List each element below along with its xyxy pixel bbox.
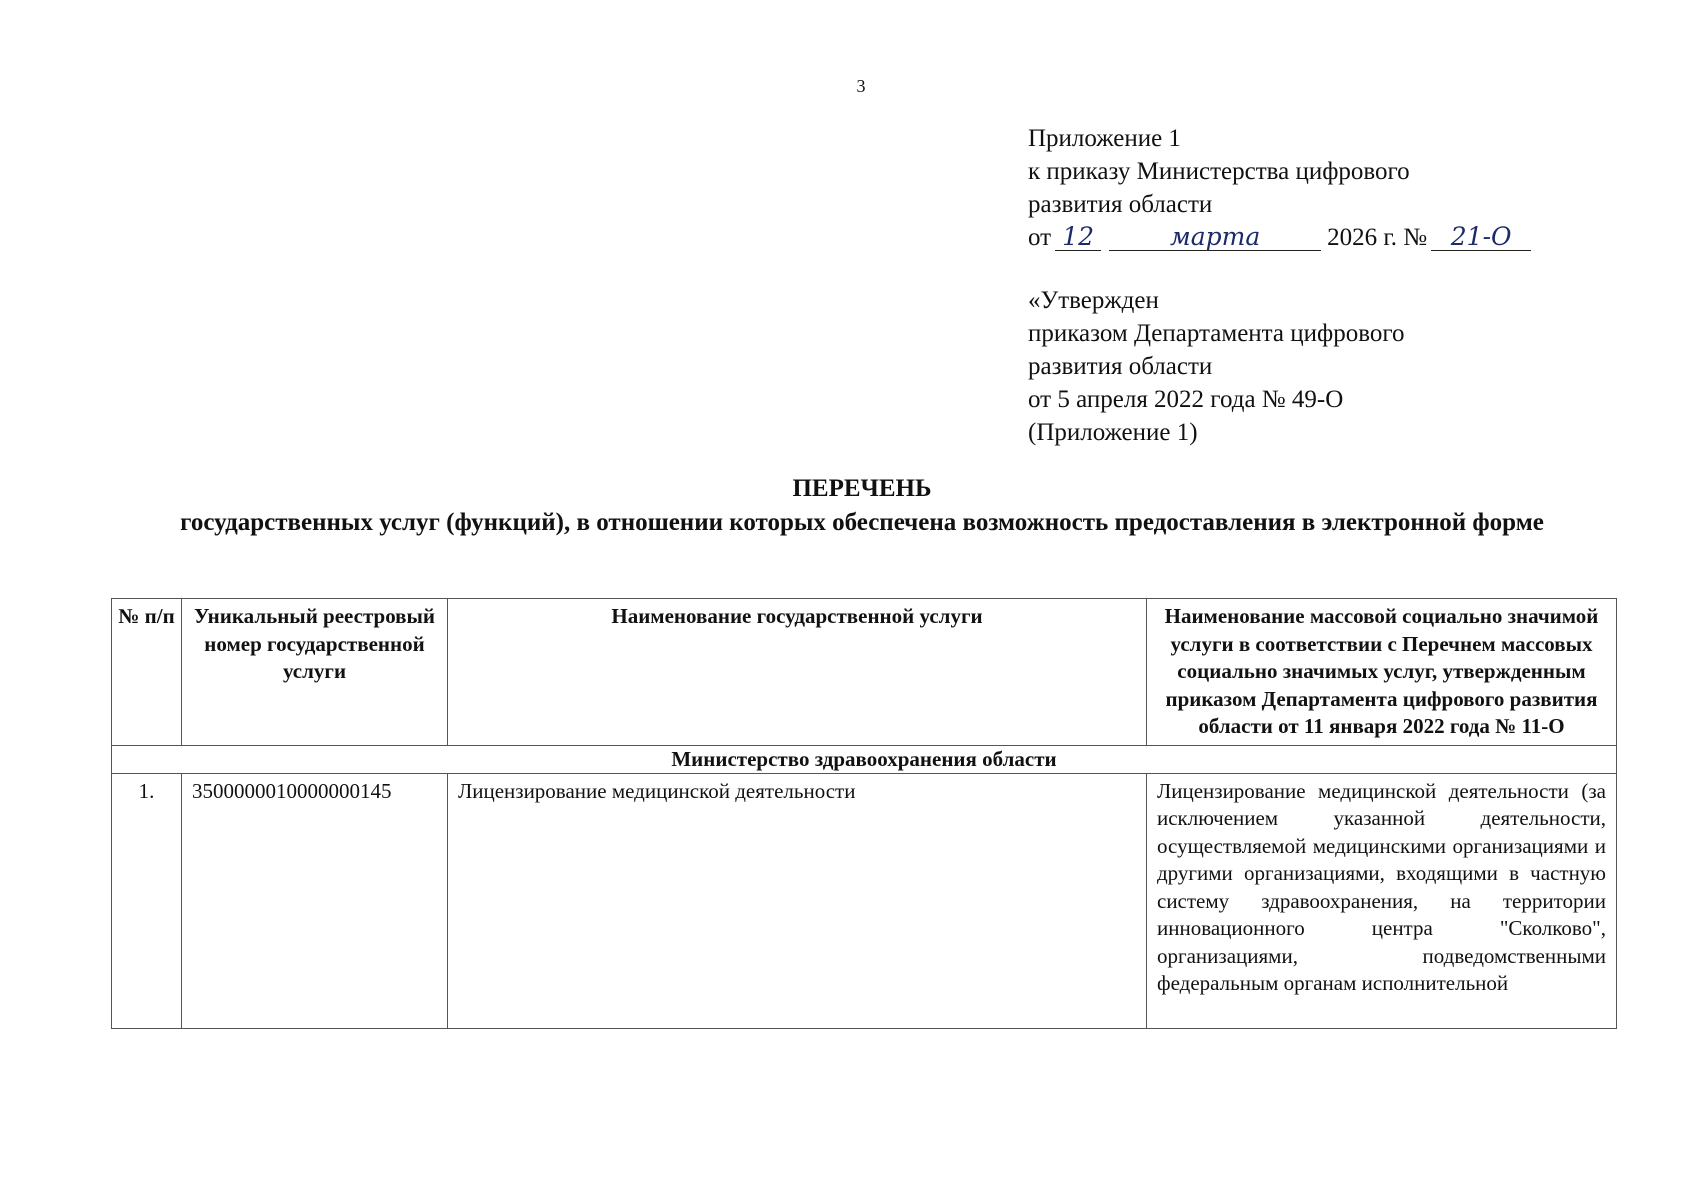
row-service-name: Лицензирование медицинской деятельности <box>448 773 1147 1028</box>
title-subtitle: государственных услуг (функций), в отношении которых обеспечена возможность предоставления в электронной форме <box>180 509 1544 536</box>
title-heading: ПЕРЕЧЕНЬ <box>792 475 932 502</box>
table-row <box>112 773 1617 1028</box>
table-header-row <box>112 599 1617 746</box>
appendix-date-line <box>1028 221 1668 254</box>
approved-block <box>1028 284 1668 449</box>
appendix-line: к приказу Министерства цифрового <box>1028 158 1410 185</box>
handwritten-month: марта <box>1109 224 1321 251</box>
header-mass-service-name: Наименование массовой социально значимой услуги в соответствии с Перечнем массовых социально значимых услуг, утвержденным приказом Департамента цифрового развития области от 11 января 2022 года № 11-О <box>1147 599 1617 746</box>
services-table <box>111 598 1617 1029</box>
appendix-line: развития области <box>1028 191 1213 218</box>
section-title: Министерство здравоохранения области <box>112 745 1617 773</box>
row-mass-service-name: Лицензирование медицинской деятельности (за исключением указанной деятельности, осуществляемой медицинскими организациями и другими организациями, входящими в частную систему здравоохранения, на территории инновационного центра "Сколково", организациями, подведомственными федеральным органам исполнительной <box>1147 773 1617 1028</box>
approved-line: от 5 апреля 2022 года № 49-О <box>1028 386 1344 413</box>
row-registry-number: 3500000010000000145 <box>182 773 448 1028</box>
header-registry-number: Уникальный реестровый номер государственной услуги <box>182 599 448 746</box>
date-prefix: от <box>1028 224 1052 251</box>
handwritten-order-number: 21-О <box>1431 224 1531 251</box>
year-text: 2026 г. № <box>1327 224 1428 251</box>
header-num: № п/п <box>112 599 182 746</box>
appendix-block <box>1028 122 1668 254</box>
handwritten-day: 12 <box>1055 224 1101 251</box>
page-number: 3 <box>856 76 866 96</box>
approved-line: (Приложение 1) <box>1028 419 1198 446</box>
approved-line: развития области <box>1028 353 1213 380</box>
section-row <box>112 745 1617 773</box>
row-number: 1. <box>112 773 182 1028</box>
approved-line: приказом Департамента цифрового <box>1028 320 1405 347</box>
document-title <box>112 472 1612 540</box>
header-service-name: Наименование государственной услуги <box>448 599 1147 746</box>
approved-line: «Утвержден <box>1028 287 1159 314</box>
appendix-line: Приложение 1 <box>1028 125 1181 152</box>
